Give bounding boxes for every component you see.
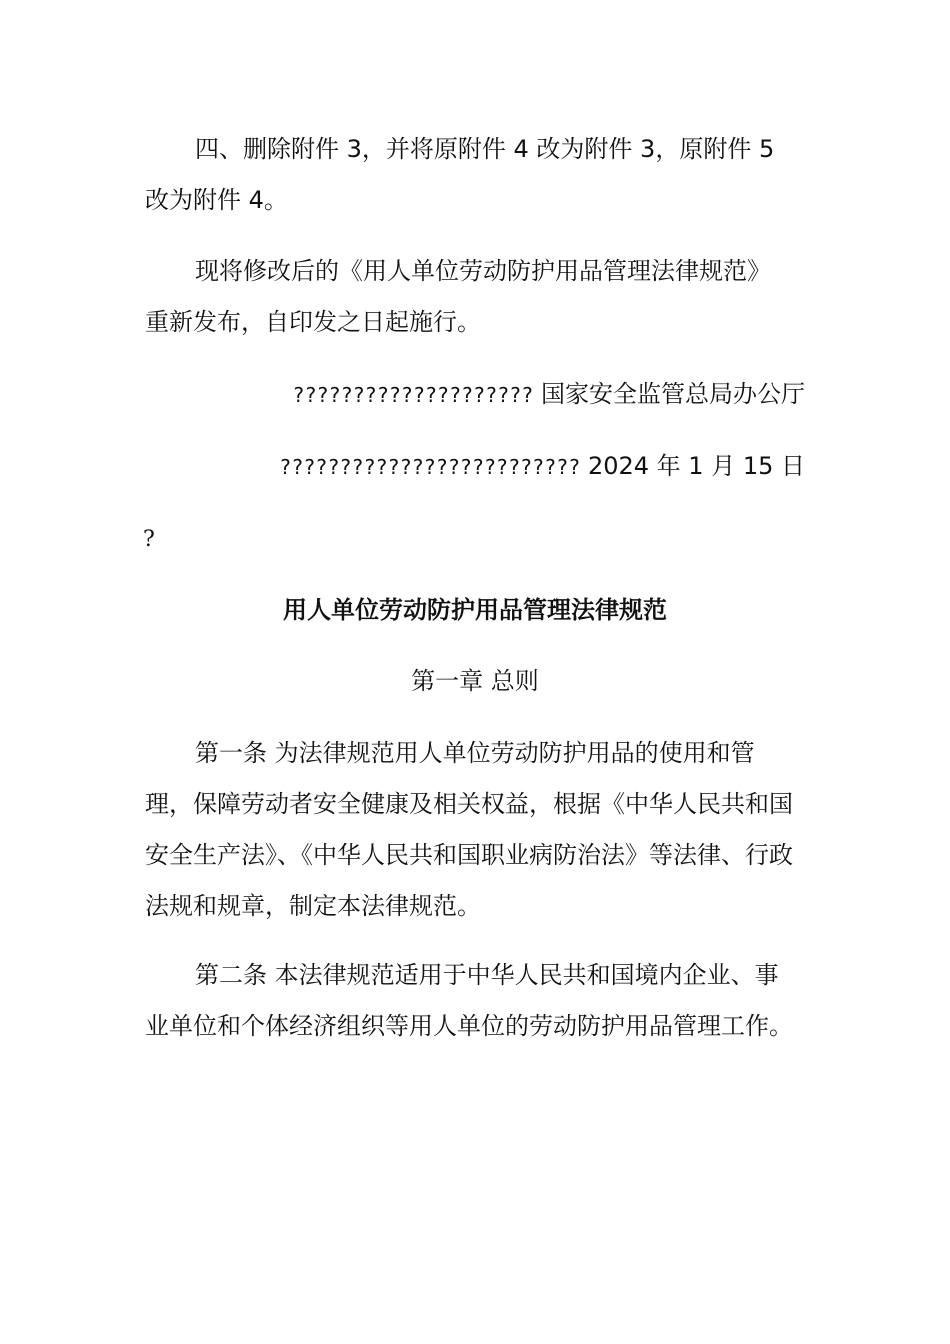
paragraph-republish-notice: 现将修改后的《用人单位劳动防护用品管理法律规范》重新发布，自印发之日起施行。 (145, 257, 759, 336)
signature-placeholder-marks: ???????????????????? (292, 383, 534, 407)
issue-date: 2024 年 1 月 15 日 (587, 452, 805, 480)
chapter-heading: 第一章 总则 (411, 667, 539, 695)
issuing-organization: 国家安全监管总局办公厅 (541, 380, 805, 408)
stray-question-mark: ? (143, 527, 155, 552)
paragraph-item-4: 四、删除附件 3，并将原附件 4 改为附件 3，原附件 5 改为附件 4。 (145, 135, 775, 214)
regulation-title: 用人单位劳动防护用品管理法律规范 (283, 596, 667, 624)
signature-organization-line (293, 374, 805, 415)
article-2: 第二条 本法律规范适用于中华人民共和国境内企业、事业单位和个体经济组织等用人单位的劳动防护用品管理工作。 (145, 961, 793, 1040)
signature-date-line (279, 446, 805, 487)
date-placeholder-marks: ????????????????????????? (279, 455, 581, 479)
article-1: 第一条 为法律规范用人单位劳动防护用品的使用和管理，保障劳动者安全健康及相关权益，根据《中华人民共和国安全生产法》、《中华人民共和国职业病防治法》等法律、行政法规和规章，制定本法律规范。 (145, 739, 793, 920)
